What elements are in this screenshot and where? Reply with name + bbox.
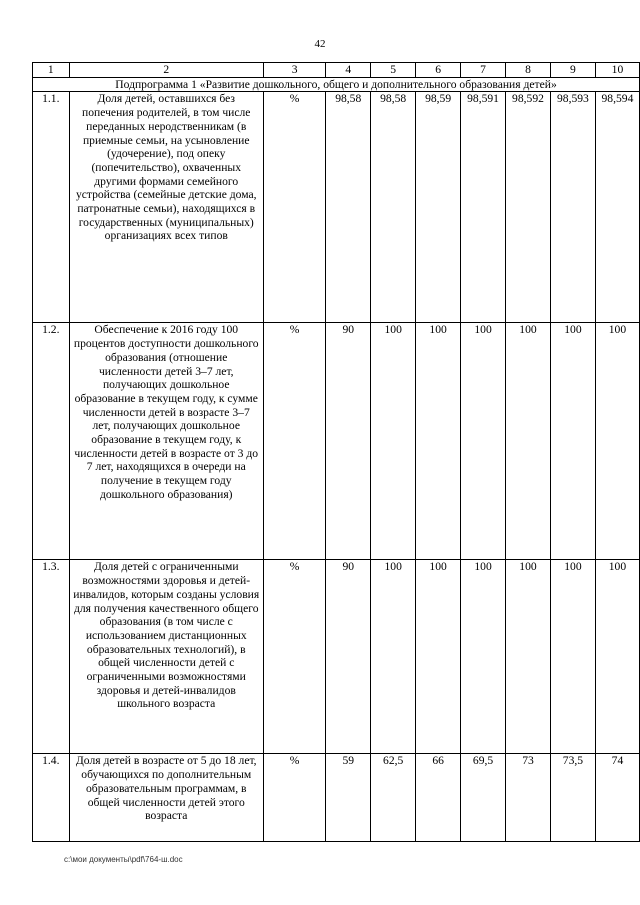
table-row bbox=[33, 754, 640, 842]
row-number: 1.4. bbox=[33, 754, 70, 842]
unit-cell: % bbox=[263, 754, 325, 842]
value-cell: 100 bbox=[416, 323, 461, 560]
value-cell: 73,5 bbox=[550, 754, 595, 842]
value-cell: 100 bbox=[461, 323, 506, 560]
column-number: 4 bbox=[326, 63, 371, 78]
row-number: 1.1. bbox=[33, 92, 70, 323]
value-cell: 59 bbox=[326, 754, 371, 842]
column-number: 8 bbox=[506, 63, 551, 78]
value-cell: 74 bbox=[595, 754, 639, 842]
value-cell: 69,5 bbox=[461, 754, 506, 842]
indicators-table bbox=[32, 62, 640, 842]
value-cell: 66 bbox=[416, 754, 461, 842]
table-row bbox=[33, 92, 640, 323]
value-cell: 98,58 bbox=[371, 92, 416, 323]
table-row bbox=[33, 323, 640, 560]
column-number: 7 bbox=[461, 63, 506, 78]
value-cell: 100 bbox=[371, 560, 416, 754]
indicator-name: Обеспечение к 2016 году 100 процентов доступности дошкольного образования (отношение численности детей 3–7 лет, получающих дошкольное образование в текущем году, к сумме численности детей в возрасте 3–7 лет, получающих дошкольное образование в текущем году, к численности детей в возрасте от 3 до 7 лет, находящихся в очереди на получение в текущем году дошкольного образования) bbox=[69, 323, 263, 560]
value-cell: 100 bbox=[595, 323, 639, 560]
value-cell: 100 bbox=[506, 560, 551, 754]
column-number: 2 bbox=[69, 63, 263, 78]
column-number: 1 bbox=[33, 63, 70, 78]
value-cell: 100 bbox=[416, 560, 461, 754]
indicator-name: Доля детей с ограниченными возможностями здоровья и детей-инвалидов, которым созданы условия для получения качественного общего образования (в том числе с использованием дистанционных образовательных технологий), в общей численности детей с ограниченными возможностями здоровья и детей-инвалидов школьного возраста bbox=[69, 560, 263, 754]
column-number: 6 bbox=[416, 63, 461, 78]
file-path-footer: c:\мои документы\pdf\764-ш.doc bbox=[64, 855, 183, 864]
subprogram-title: Подпрограмма 1 «Развитие дошкольного, общего и дополнительного образования детей» bbox=[33, 77, 640, 92]
value-cell: 100 bbox=[550, 323, 595, 560]
row-number: 1.2. bbox=[33, 323, 70, 560]
indicator-name: Доля детей, оставшихся без попечения родителей, в том числе переданных неродственникам (в приемные семьи, на усыновление (удочерение), под опеку (попечительство), охваченных другими формами семейного устройства (семейные детские дома, патронатные семьи), находящихся в государственных (муниципальных) организациях всех типов bbox=[69, 92, 263, 323]
value-cell: 90 bbox=[326, 323, 371, 560]
value-cell: 98,592 bbox=[506, 92, 551, 323]
value-cell: 100 bbox=[550, 560, 595, 754]
value-cell: 98,593 bbox=[550, 92, 595, 323]
column-number: 9 bbox=[550, 63, 595, 78]
value-cell: 100 bbox=[506, 323, 551, 560]
unit-cell: % bbox=[263, 92, 325, 323]
subprogram-row bbox=[33, 77, 640, 92]
value-cell: 62,5 bbox=[371, 754, 416, 842]
value-cell: 98,58 bbox=[326, 92, 371, 323]
table-row bbox=[33, 560, 640, 754]
value-cell: 100 bbox=[461, 560, 506, 754]
row-number: 1.3. bbox=[33, 560, 70, 754]
value-cell: 100 bbox=[371, 323, 416, 560]
value-cell: 90 bbox=[326, 560, 371, 754]
value-cell: 98,594 bbox=[595, 92, 639, 323]
column-number: 10 bbox=[595, 63, 639, 78]
value-cell: 73 bbox=[506, 754, 551, 842]
column-number: 3 bbox=[263, 63, 325, 78]
column-number: 5 bbox=[371, 63, 416, 78]
value-cell: 98,591 bbox=[461, 92, 506, 323]
indicator-name: Доля детей в возрасте от 5 до 18 лет, обучающихся по дополнительным образовательным программам, в общей численности детей этого возраста bbox=[69, 754, 263, 842]
page-number: 42 bbox=[314, 38, 326, 50]
value-cell: 98,59 bbox=[416, 92, 461, 323]
column-number-row bbox=[33, 63, 640, 78]
unit-cell: % bbox=[263, 560, 325, 754]
value-cell: 100 bbox=[595, 560, 639, 754]
unit-cell: % bbox=[263, 323, 325, 560]
